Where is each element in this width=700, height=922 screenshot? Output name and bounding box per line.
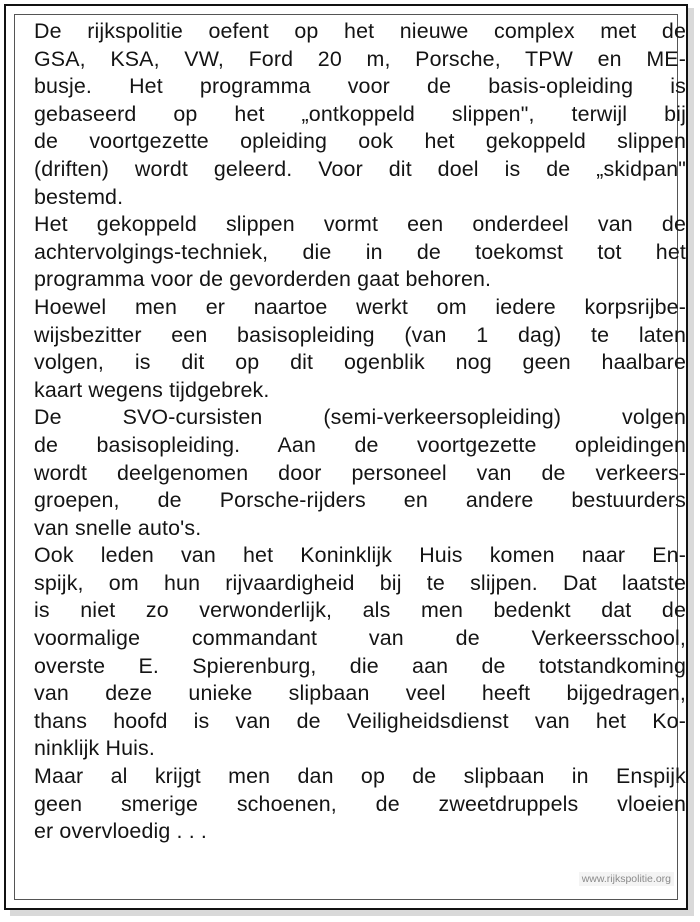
article-line: ninklijk Huis.: [34, 736, 155, 761]
article-line: (driften) wordt geleerd. Voor dit doel is de „skidpan": [34, 156, 686, 181]
article-line: geen smerige schoenen, de zweetdruppels vloeien: [34, 791, 686, 816]
article-line: is niet zo verwonderlijk, als men bedenkt dat de: [34, 598, 686, 623]
watermark: www.rijkspolitie.org: [579, 872, 674, 886]
article-line: van snelle auto's.: [34, 515, 202, 540]
article-text: [34, 18, 686, 846]
article-paragraph: [34, 18, 686, 211]
article-line: Het gekoppeld slippen vormt een onderdeel van de: [34, 212, 686, 237]
frame-shadow-right: [688, 8, 694, 914]
article-line: groepen, de Porsche-rijders en andere bestuurders: [34, 488, 686, 513]
article-line: voormalige commandant van de Verkeersschool,: [34, 626, 686, 651]
article-line: De SVO-cursisten (semi-verkeersopleiding) volgen: [34, 405, 686, 430]
article-line: kaart wegens tijdgebrek.: [34, 377, 270, 402]
article-line: overste E. Spierenburg, die aan de totstandkoming: [34, 653, 686, 678]
article-line: wordt deelgenomen door personeel van de verkeers-: [34, 460, 686, 485]
article-line: bestemd.: [34, 184, 124, 209]
article-line: programma voor de gevorderden gaat behoren.: [34, 267, 492, 292]
article-line: achtervolgings-techniek, die in de toekomst tot het: [34, 239, 686, 264]
article-line: er overvloedig . . .: [34, 819, 208, 844]
article-paragraph: [34, 763, 686, 846]
article-line: Maar al krijgt men dan op de slipbaan in Enspijk: [34, 764, 686, 789]
article-line: van deze unieke slipbaan veel heeft bijgedragen,: [34, 681, 686, 706]
article-line: De rijkspolitie oefent op het nieuwe complex met de: [34, 19, 686, 43]
article-line: volgen, is dit op dit ogenblik nog geen haalbare: [34, 350, 686, 375]
article-line: gebaseerd op het „ontkoppeld slippen", terwijl bij: [34, 101, 686, 126]
article-paragraph: [34, 542, 686, 763]
article-line: de basisopleiding. Aan de voortgezette opleidingen: [34, 432, 686, 457]
article-line: spijk, om hun rijvaardigheid bij te slijpen. Dat laatste: [34, 570, 686, 595]
article-paragraph: [34, 294, 686, 404]
article-paragraph: [34, 404, 686, 542]
article-line: de voortgezette opleiding ook het gekoppeld slippen: [34, 129, 686, 154]
article-line: busje. Het programma voor de basis-opleiding is: [34, 74, 686, 99]
article-paragraph: [34, 211, 686, 294]
article-line: thans hoofd is van de Veiligheidsdienst van het Ko-: [34, 708, 686, 733]
clipping-frame: [4, 4, 688, 910]
article-line: Ook leden van het Koninklijk Huis komen naar En-: [34, 543, 686, 568]
article-line: Hoewel men er naartoe werkt om iedere korpsrijbe-: [34, 294, 686, 319]
article-line: GSA, KSA, VW, Ford 20 m, Porsche, TPW en ME-: [34, 46, 686, 71]
article-line: wijsbezitter een basisopleiding (van 1 dag) te laten: [34, 322, 686, 347]
frame-shadow-bottom: [10, 910, 694, 916]
